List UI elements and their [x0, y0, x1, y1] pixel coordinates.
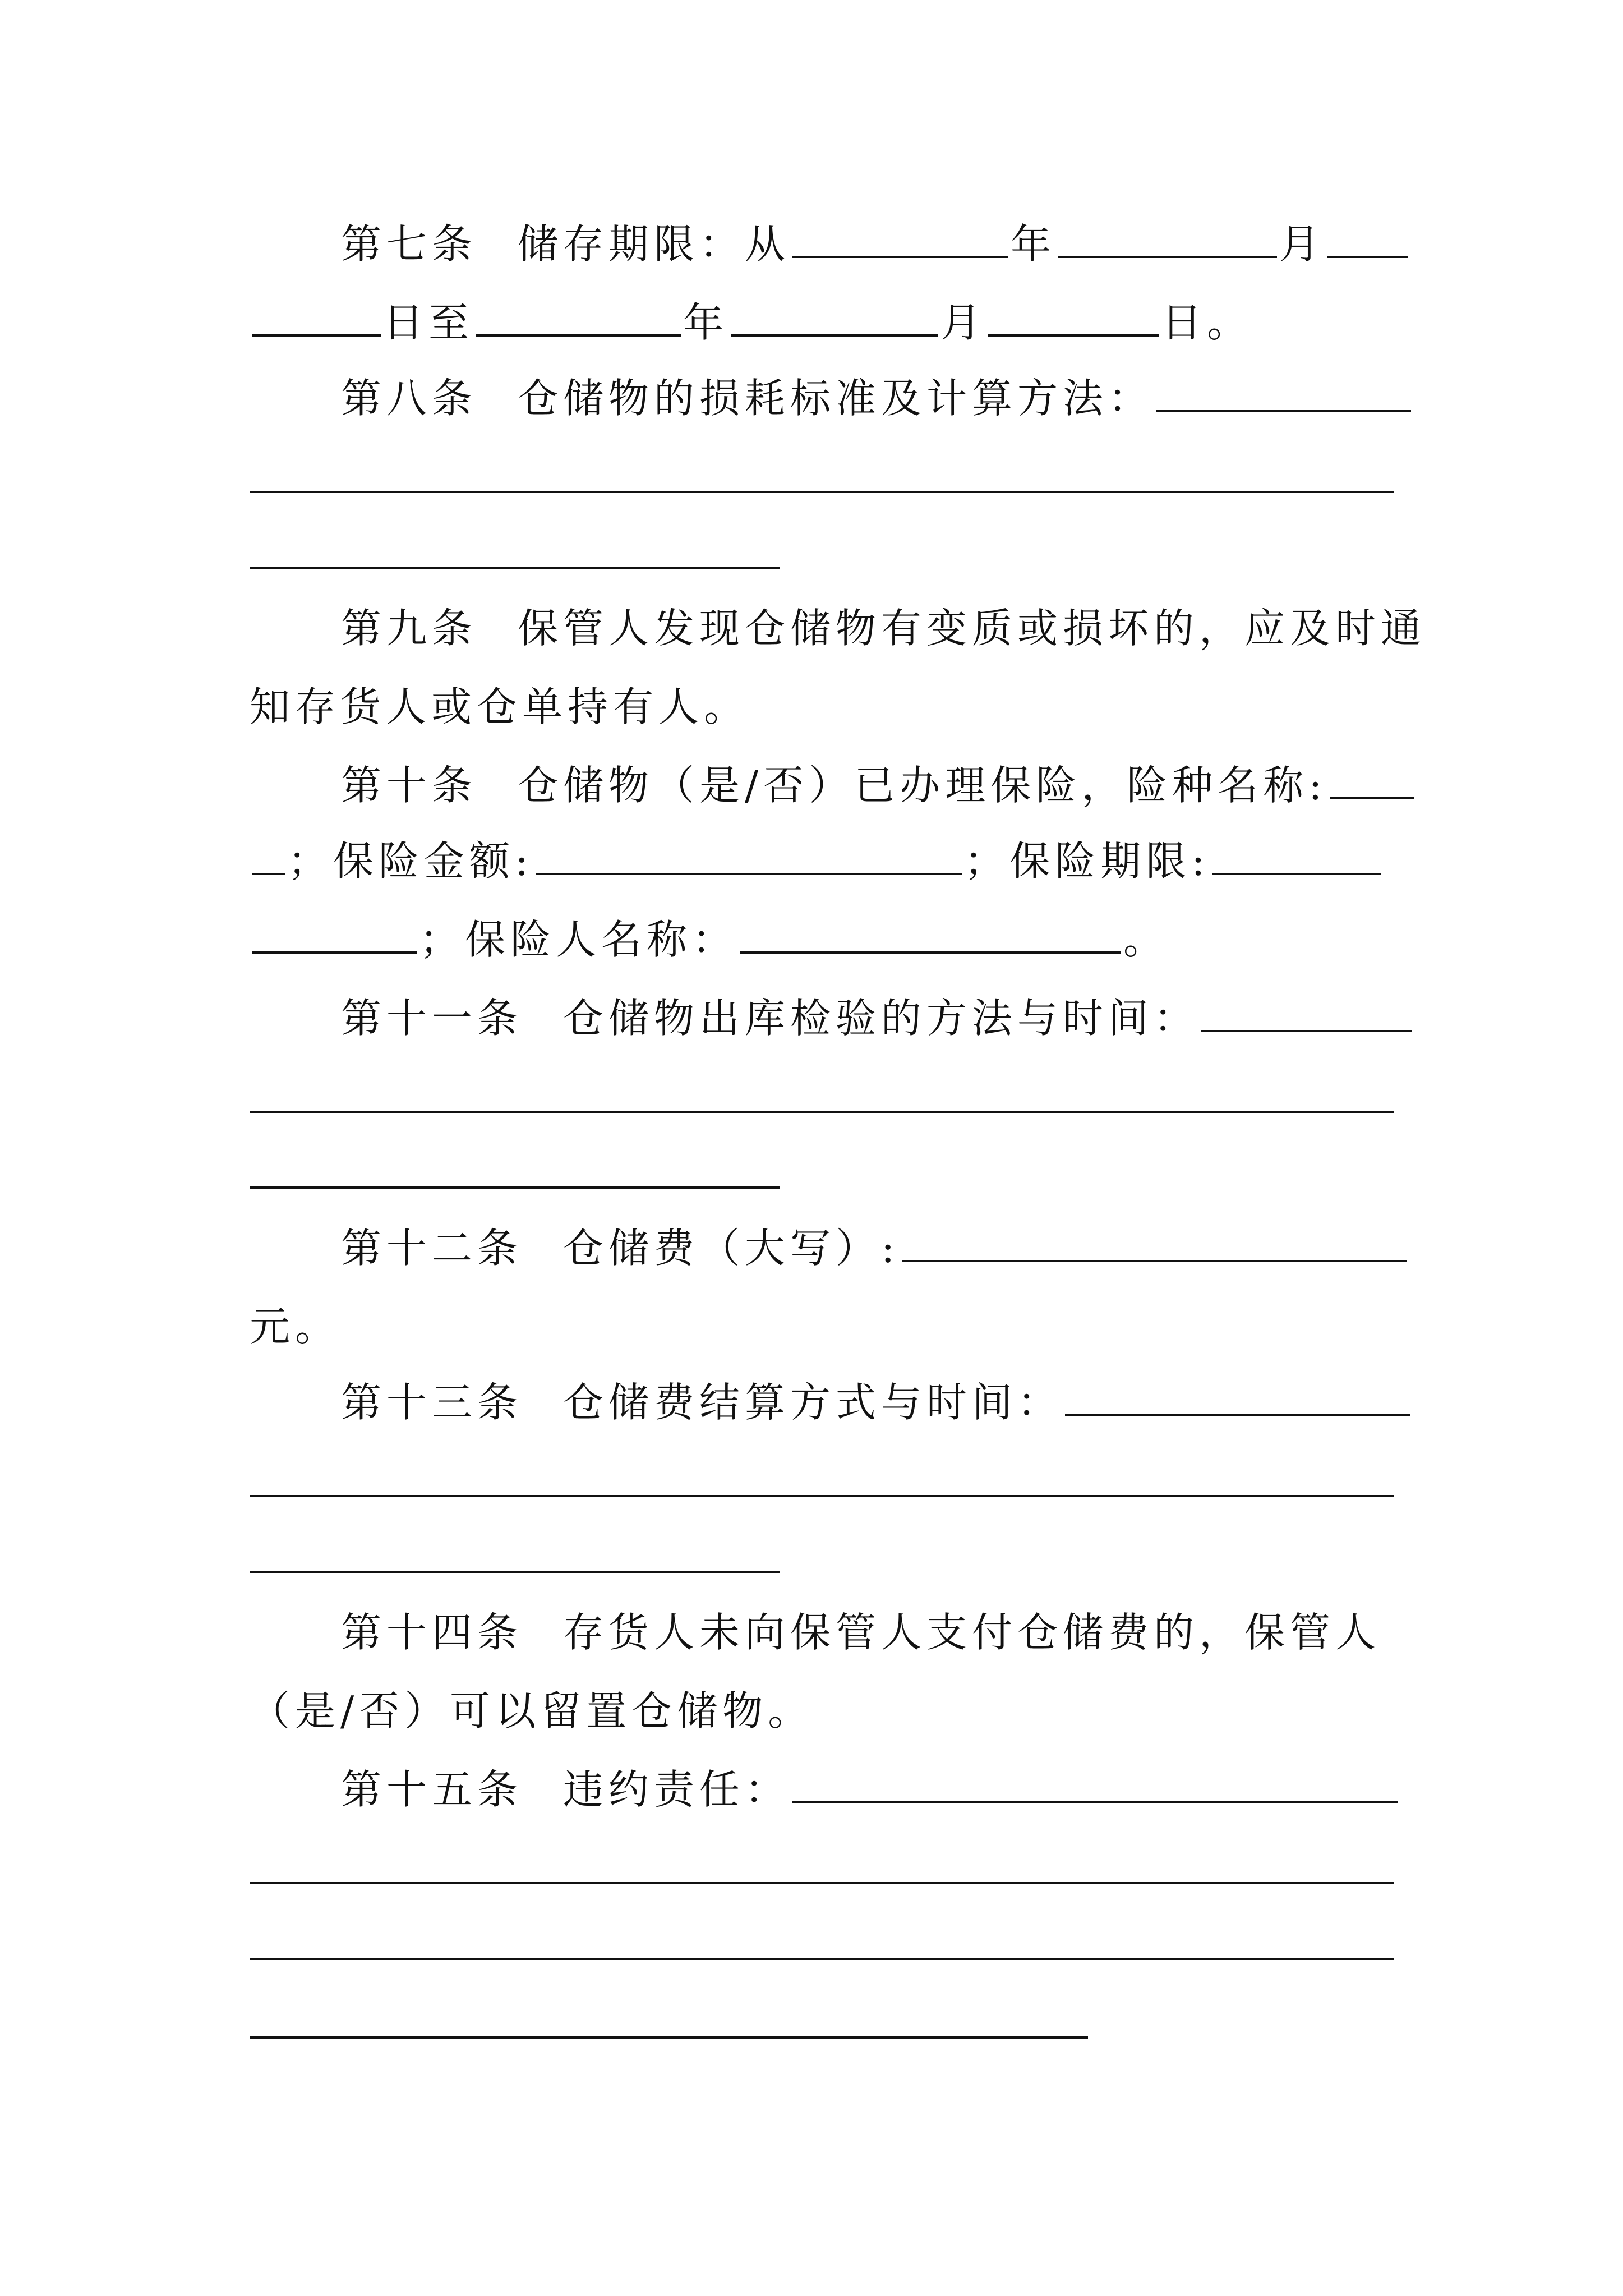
fee-settlement-blank-3[interactable]	[250, 1571, 780, 1573]
loss-standard-blank-1[interactable]	[1156, 409, 1411, 412]
insurance-term-blank-2[interactable]	[252, 950, 417, 954]
article-10-line-1	[250, 746, 1394, 825]
start-year-blank[interactable]	[792, 255, 1008, 258]
end-year-blank[interactable]	[476, 333, 681, 337]
insurer-blank[interactable]	[740, 950, 1121, 954]
article-10-label: 第十条	[341, 762, 478, 809]
article-7-line-1	[250, 205, 1394, 283]
article-15-text: 违约责任：	[563, 1766, 791, 1813]
article-14-line-2	[250, 1672, 1394, 1750]
article-8-line-1	[250, 359, 1394, 438]
article-11-line-1	[250, 979, 1394, 1057]
liability-blank-2[interactable]	[250, 1882, 1394, 1884]
article-13-line-1	[250, 1363, 1394, 1442]
article-10-line-2	[250, 822, 1394, 900]
outbound-inspection-blank-3[interactable]	[250, 1186, 780, 1189]
article-11-text: 仓储物出库检验的方法与时间：	[563, 995, 1200, 1042]
outbound-inspection-blank-2[interactable]	[250, 1111, 1394, 1113]
article-13-label: 第十三条	[341, 1379, 523, 1426]
liability-blank-1[interactable]	[792, 1800, 1398, 1803]
article-7-line-2	[250, 283, 1394, 362]
article-9-line-2	[250, 668, 1394, 746]
article-7-text: 储存期限：从	[518, 220, 791, 268]
article-9-text-1: 保管人发现仓储物有变质或损坏的，应及时通	[518, 605, 1427, 652]
start-month-blank[interactable]	[1058, 255, 1277, 258]
article-10-line-3	[250, 900, 1394, 979]
article-14-text-2: （是/否）可以留置仓储物。	[250, 1687, 814, 1734]
liability-blank-3[interactable]	[250, 1958, 1394, 1960]
outbound-inspection-blank-1[interactable]	[1201, 1029, 1412, 1032]
insurance-amount-blank[interactable]	[536, 872, 962, 875]
article-8-text: 仓储物的损耗标准及计算方法：	[518, 375, 1154, 422]
start-day-blank-part-1[interactable]	[1327, 255, 1408, 258]
article-14-line-1	[250, 1593, 1394, 1672]
article-13-text: 仓储费结算方式与时间：	[563, 1379, 1063, 1426]
article-12-line-1	[250, 1209, 1394, 1287]
article-8-label: 第八条	[341, 375, 478, 422]
year-label-2: 年	[683, 299, 729, 346]
insurance-type-blank-2[interactable]	[252, 872, 285, 875]
article-9-label: 第九条	[341, 605, 478, 652]
day-end-label: 日。	[1161, 299, 1253, 346]
storage-fee-blank[interactable]	[902, 1259, 1407, 1262]
month-label: 月	[1279, 220, 1325, 268]
article-12-unit: 元。	[250, 1303, 341, 1350]
article-10-text: 仓储物（是/否）已办理保险，险种名称:	[518, 762, 1327, 809]
loss-standard-blank-2[interactable]	[250, 491, 1394, 493]
article-14-text-1: 存货人未向保管人支付仓储费的，保管人	[563, 1609, 1381, 1656]
article-15-line-1	[250, 1750, 1394, 1829]
loss-standard-blank-3[interactable]	[250, 567, 780, 569]
day-to-label: 日至	[383, 299, 474, 346]
article-14-label: 第十四条	[341, 1609, 523, 1656]
article-12-line-2	[250, 1287, 1394, 1366]
year-label: 年	[1011, 220, 1057, 268]
fee-settlement-blank-2[interactable]	[250, 1495, 1394, 1497]
insurance-amount-label: ；保险金额:	[288, 838, 534, 885]
article-12-label: 第十二条	[341, 1225, 523, 1272]
article-10-end: 。	[1123, 916, 1169, 963]
article-7-label: 第七条	[341, 220, 478, 268]
start-day-blank-part-2[interactable]	[252, 333, 381, 337]
article-9-text-2: 知存货人或仓单持有人。	[250, 683, 750, 730]
end-month-blank[interactable]	[731, 333, 938, 337]
article-11-label: 第十一条	[341, 995, 523, 1042]
article-9-line-1	[250, 589, 1427, 668]
insurance-term-blank-1[interactable]	[1212, 872, 1381, 875]
article-15-label: 第十五条	[341, 1766, 523, 1813]
month-label-2: 月	[940, 299, 986, 346]
article-12-text: 仓储费（大写）:	[563, 1225, 900, 1272]
liability-blank-4[interactable]	[250, 2036, 1088, 2039]
end-day-blank[interactable]	[988, 333, 1159, 337]
insurance-type-blank-1[interactable]	[1330, 796, 1414, 799]
insurance-term-label: ；保险期限:	[964, 838, 1210, 885]
fee-settlement-blank-1[interactable]	[1065, 1413, 1410, 1416]
insurer-label: ；保险人名称：	[419, 916, 738, 963]
